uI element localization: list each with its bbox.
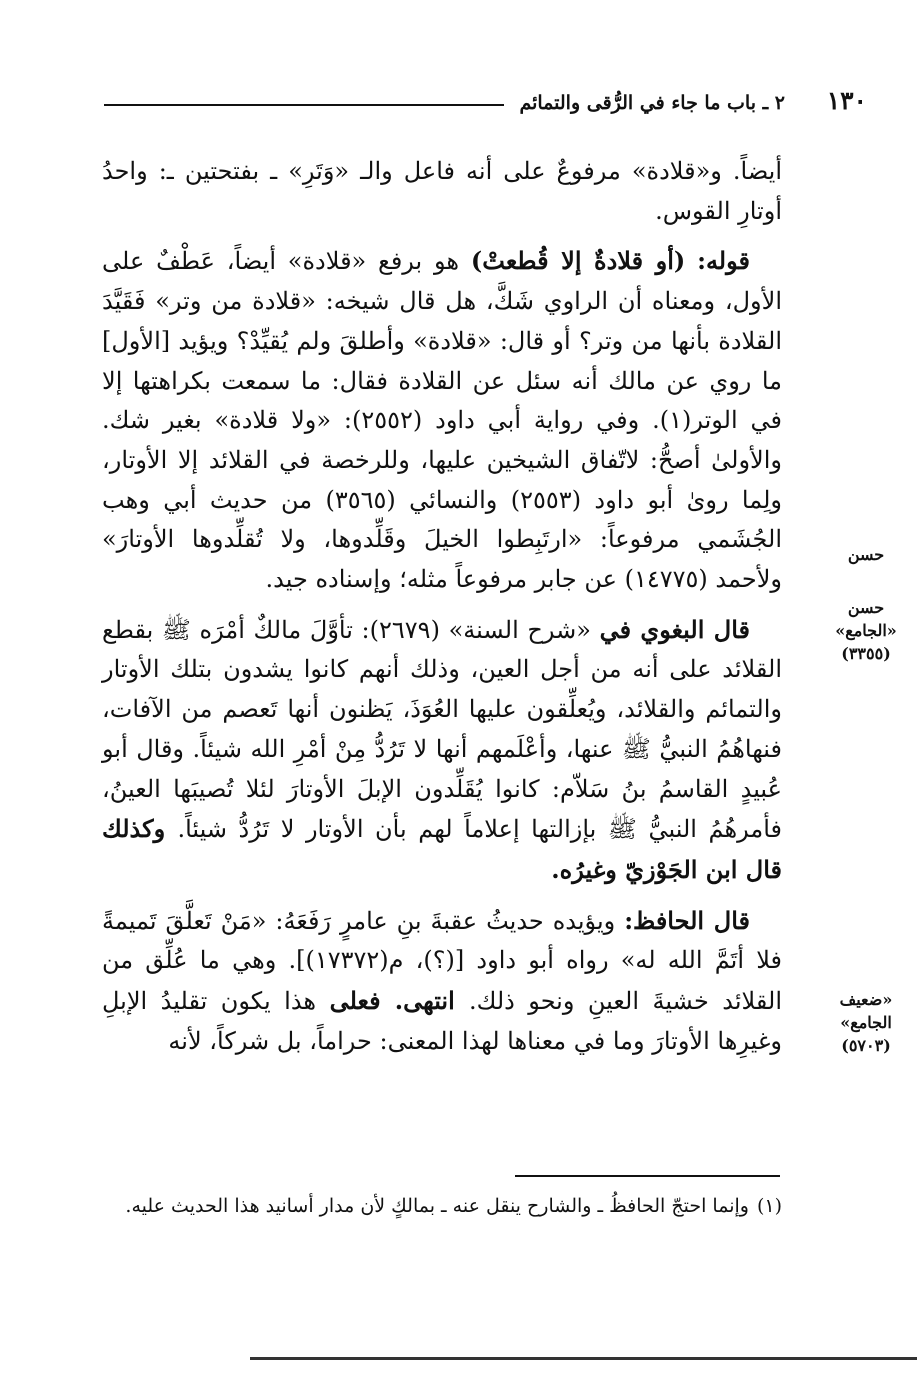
grade-text: «ضعيف xyxy=(839,990,893,1009)
paragraph-4-text: ويؤيده حديثُ عقبةَ بنِ عامرٍ رَفَعَهُ: «مَنْ تَعلَّقَ تَميمةً فلا أتَمَّ الله له» رواه أبو داود [(؟)، م(١٧٣٧٢)]. وهي ما عُلِّق من القلائد خشيةَ العينِ ونحو ذلك. xyxy=(102,906,782,1016)
paragraph-2-text: هو برفع «قلادة» أيضاً، عَطْفٌ على الأول، ومعناه أن الراوي شَكَّ، هل قال شيخه: «قلادة من وتر» فَقَيَّدَ القلادة بأنها من وتر؟ أو قال: «قلادة» وأطلقَ ولم يُقيِّدْ؟ ويؤيد [الأول] ما روي عن مالك أنه سئل عن القلادة فقال: ما سمعت بكراهتها إلا في الوتر(١). وفي رواية أبي داود (٢٥٥٢): «ولا قلادة» بغير شك. والأولىٰ أصحُّ: لاتّفاق الشيخين عليها، وللرخصة في القلائد إلا الأوتار، ولِما روىٰ أبو داود (٢٥٥٣) والنسائي (٣٥٦٥) من حديث أبي وهب الجُشَمي مرفوعاً: «ارتَبِطوا الخيلَ وقَلِّدوها، ولا تُقلِّدوها الأوتارَ» ولأحمد (١٤٧٧٥) عن جابر مرفوعاً مثله؛ وإسناده جيد. xyxy=(102,247,782,594)
grade-note-hasan-2 xyxy=(831,596,901,665)
source-text: الجامع» xyxy=(840,1013,892,1032)
paragraph-4 xyxy=(102,901,782,1062)
footnote-number: (١) xyxy=(756,1195,782,1217)
footnote-1 xyxy=(102,1190,782,1223)
grade-text: حسن xyxy=(847,598,885,617)
paragraph-3-text: «شرح السنة» (٢٦٧٩): تأوَّلَ مالكٌ أمْرَه ﷺ بقطع القلائد على أنه من أجل العين، وذلك أنهم كانوا يشدون بتلك الأوتار والتمائم والقلائد، ويُعلِّقون عليها العُوَذَ، يَظنون أنها تَعصم من الآفات، فنهاهُمُ النبيُّ ﷺ عنها، وأعْلَمهم أنها لا تَرُدُّ مِنْ أمْرِ الله شيئاً. وقال أبو عُبيدٍ القاسمُ بنُ سَلاّم: كانوا يُقَلِّدون الإبلَ الأوتارَ لئلا تُصيبَها العينُ، فأمرهُمُ النبيُّ ﷺ بإزالتها إعلاماً لهم بأن الأوتار لا تَرُدُّ شيئاً. xyxy=(102,615,782,844)
chapter-title: ٢ ـ باب ما جاء في الرُّقى والتمائم xyxy=(519,92,785,114)
reference-number: (٣٣٥٥) xyxy=(841,644,891,663)
page-edge-line xyxy=(250,1357,917,1360)
hafiz-label: قال الحافظ: xyxy=(624,905,750,935)
paragraph-2 xyxy=(102,241,782,599)
paragraph-3 xyxy=(102,610,782,891)
grade-text: حسن xyxy=(847,545,885,564)
source-text: «الجامع» xyxy=(835,621,897,640)
paragraph-3-tail: وكذلك قال ابن الجَوْزيّ وغيرُه. xyxy=(102,814,782,884)
grade-note-daif xyxy=(831,988,901,1057)
footnote-rule xyxy=(515,1175,780,1177)
main-text xyxy=(102,152,782,1071)
baghawi-label: قال البغوي في xyxy=(599,614,750,644)
paragraph-1: أيضاً. و«قلادة» مرفوعٌ على أنه فاعل والـ «وَتَرِ» ـ بفتحتين ـ: واحدُ أوتارِ القوس. xyxy=(102,157,782,225)
paragraph-4-tail: هذا يكون تقليدُ الإبلِ وغيرِها الأوتارَ وما في معناها لهذا المعنى: حراماً، بل شركاً، لأنه xyxy=(102,987,782,1055)
hadith-quote: (أو قلادةٌ إلا قُطعتْ) xyxy=(470,246,686,276)
qawluhu-label: قوله: xyxy=(697,246,750,276)
grade-note-hasan-1 xyxy=(831,543,901,566)
reference-number: (٥٧٠٣) xyxy=(841,1036,891,1055)
intaha-label: انتهى. xyxy=(394,986,469,1016)
fa-ala-label: فعلى xyxy=(329,986,395,1016)
page-number: ١٣٠ xyxy=(826,86,867,115)
header-rule xyxy=(104,104,504,106)
footnote-text: وإنما احتجّ الحافظُ ـ والشارح ينقل عنه ـ بمالكٍ لأن مدار أسانيد هذا الحديث عليه. xyxy=(125,1195,749,1217)
